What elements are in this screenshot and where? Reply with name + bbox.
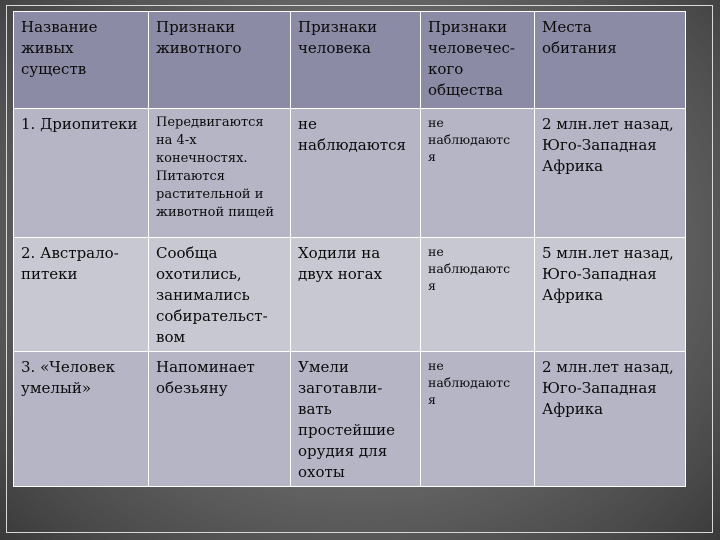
table-cell: Сообща охотились, занимались собирательст- вом	[149, 238, 291, 352]
table-cell: 2 млн.лет назад, Юго-Западная Африка	[535, 109, 686, 238]
table-cell: 3. «Человек умелый»	[14, 352, 149, 487]
table-row	[14, 109, 686, 238]
header-cell-human-traits: Признаки человека	[291, 12, 421, 109]
table-header-row	[14, 12, 686, 109]
table-cell: не наблюдаютс я	[421, 352, 535, 487]
table-row	[14, 238, 686, 352]
header-cell-name: Название живых существ	[14, 12, 149, 109]
header-cell-society-traits: Признаки человечес- кого общества	[421, 12, 535, 109]
table-cell: 5 млн.лет назад, Юго-Западная Африка	[535, 238, 686, 352]
table-cell: не наблюдаютс я	[421, 238, 535, 352]
table-cell: 2. Австрало- питеки	[14, 238, 149, 352]
header-cell-habitat: Места обитания	[535, 12, 686, 109]
table-cell: не наблюдаются	[291, 109, 421, 238]
table-cell: Передвигаются на 4-х конечностях. Питаются растительной и животной пищей	[149, 109, 291, 238]
table-cell: 2 млн.лет назад, Юго-Западная Африка	[535, 352, 686, 487]
table-cell: не наблюдаютс я	[421, 109, 535, 238]
table-row	[14, 352, 686, 487]
table-cell: Умели заготавли- вать простейшие орудия для охоты	[291, 352, 421, 487]
header-cell-animal-traits: Признаки животного	[149, 12, 291, 109]
table-cell: Напоминает обезьяну	[149, 352, 291, 487]
species-comparison-table	[13, 11, 686, 487]
table-cell: Ходили на двух ногах	[291, 238, 421, 352]
table-cell: 1. Дриопитеки	[14, 109, 149, 238]
